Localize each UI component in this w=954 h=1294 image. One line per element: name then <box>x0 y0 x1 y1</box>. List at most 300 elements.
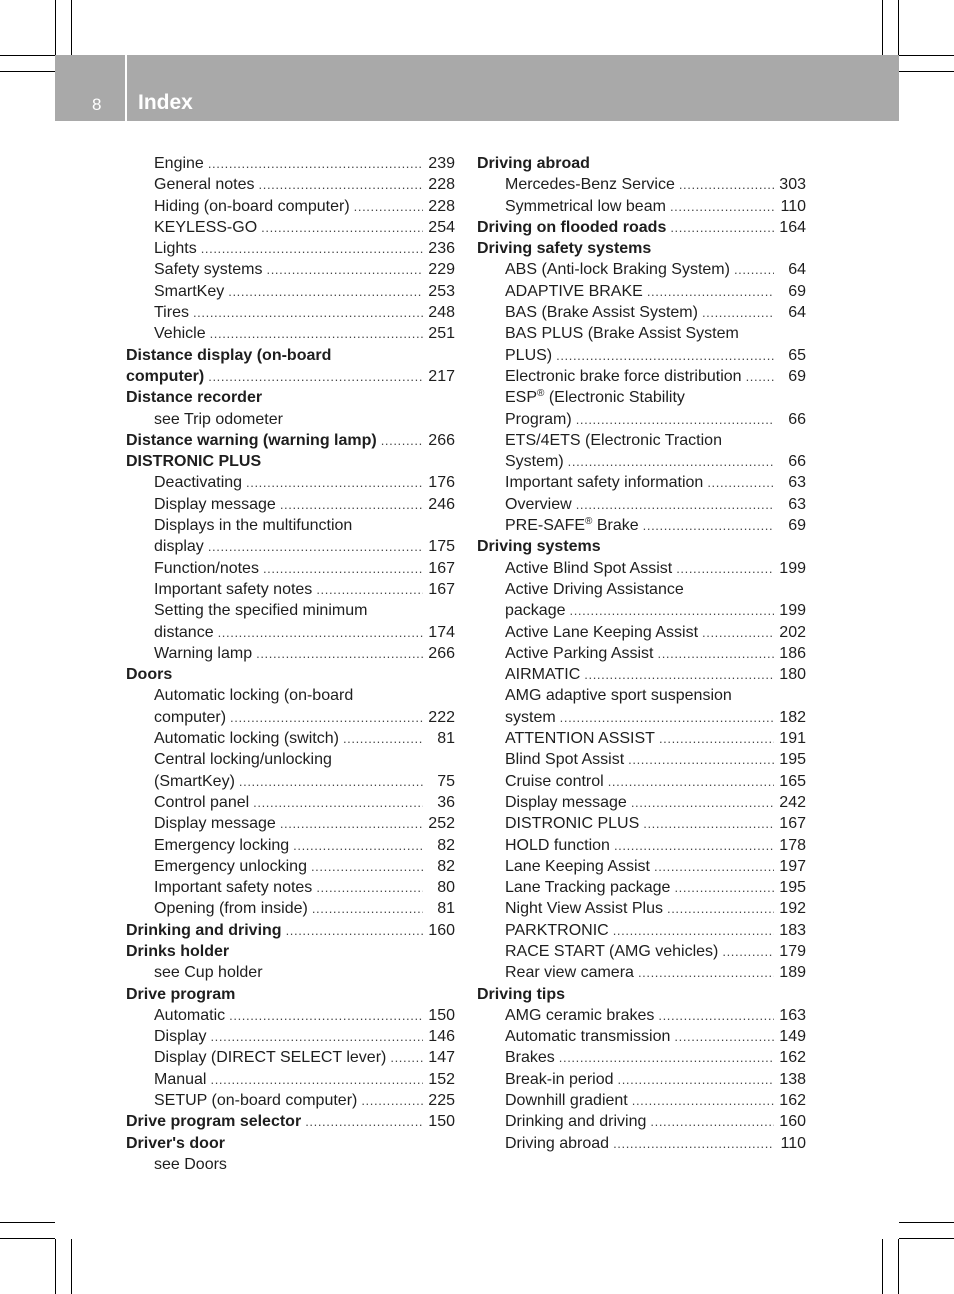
entry-label: Symmetrical low beam <box>505 197 666 215</box>
entry-page-number: 178 <box>779 836 806 854</box>
dot-leader <box>210 1069 423 1090</box>
index-heading <box>126 984 455 1005</box>
entry-label: DISTRONIC PLUS <box>505 815 640 833</box>
dot-leader <box>658 1005 774 1026</box>
entry-label: Vehicle <box>154 325 206 343</box>
index-entry <box>126 792 455 813</box>
index-entry <box>126 771 455 792</box>
index-entry <box>477 643 806 664</box>
page-title: Index <box>138 91 193 114</box>
index-entry <box>477 579 806 600</box>
dot-leader <box>667 898 774 919</box>
entry-label: RACE START (AMG vehicles) <box>505 942 719 960</box>
entry-label: Mercedes-Benz Service <box>505 176 675 194</box>
entry-page-number <box>352 515 380 536</box>
entry-page-number <box>263 962 291 983</box>
crop-mark <box>55 1239 56 1294</box>
index-heading <box>477 984 806 1005</box>
index-entry <box>477 856 806 877</box>
index-heading <box>126 387 455 408</box>
index-entry <box>126 877 455 898</box>
entry-page-number <box>262 387 290 408</box>
dot-leader <box>584 664 774 685</box>
index-entry <box>126 515 455 536</box>
index-entry <box>477 877 806 898</box>
dot-leader <box>246 472 423 493</box>
index-entry <box>126 707 455 728</box>
entry-page-number: 246 <box>428 495 455 513</box>
dot-leader <box>381 430 423 451</box>
index-entry <box>126 558 455 579</box>
entry-page-number: 189 <box>779 964 806 982</box>
index-entry <box>126 323 455 344</box>
entry-page-number <box>225 1133 253 1154</box>
entry-label: Opening (from inside) <box>154 900 308 918</box>
entry-page-number <box>565 984 593 1005</box>
dot-leader <box>193 302 423 323</box>
entry-page-number: 167 <box>428 559 455 577</box>
entry-label: Automatic locking (on-board <box>154 687 354 705</box>
index-entry <box>477 451 806 472</box>
index-entry <box>126 856 455 877</box>
entry-page-number: 81 <box>437 730 455 748</box>
index-heading <box>126 1133 455 1154</box>
entry-label: Rear view camera <box>505 964 634 982</box>
index-entry <box>477 1111 806 1132</box>
entry-label: see Cup holder <box>154 964 263 982</box>
dot-leader <box>218 622 423 643</box>
dot-leader <box>643 813 774 834</box>
crop-mark <box>0 55 55 56</box>
entry-label: KEYLESS-GO <box>154 218 258 236</box>
dot-leader <box>670 196 774 217</box>
index-entry <box>477 366 806 387</box>
dot-leader <box>316 579 423 600</box>
entry-label: ATTENTION ASSIST <box>505 730 655 748</box>
index-entry <box>477 771 806 792</box>
dot-leader <box>208 153 423 174</box>
index-entry <box>126 238 455 259</box>
index-heading <box>126 451 455 472</box>
index-entry <box>477 962 806 983</box>
entry-label: AIRMATIC <box>505 666 581 684</box>
entry-page-number: 253 <box>428 282 455 300</box>
entry-page-number: 303 <box>779 176 806 194</box>
entry-label: Deactivating <box>154 474 243 492</box>
index-entry <box>477 196 806 217</box>
crop-mark <box>899 55 954 56</box>
entry-page-number: 179 <box>779 942 806 960</box>
index-entry <box>126 472 455 493</box>
index-entry <box>477 515 806 536</box>
entry-page-number: 138 <box>779 1070 806 1088</box>
entry-label: Display <box>154 1028 207 1046</box>
dot-leader <box>343 728 423 749</box>
entry-page-number: 160 <box>779 1113 806 1131</box>
entry-page-number: 252 <box>428 815 455 833</box>
entry-page-number: 163 <box>779 1006 806 1024</box>
dot-leader <box>354 196 423 217</box>
dot-leader <box>259 174 423 195</box>
entry-page-number: 174 <box>428 623 455 641</box>
entry-page-number: 81 <box>437 900 455 918</box>
entry-label: Drinks holder <box>126 942 230 960</box>
dot-leader <box>280 813 423 834</box>
entry-page-number: 110 <box>780 197 806 215</box>
index-entry <box>477 409 806 430</box>
index-entry <box>477 792 806 813</box>
crop-mark <box>899 71 954 72</box>
entry-page-number: 217 <box>428 367 455 385</box>
entry-label: SETUP (on-board computer) <box>154 1092 358 1110</box>
entry-label: Drive program selector <box>126 1113 302 1131</box>
entry-page-number: 160 <box>428 921 455 939</box>
entry-label: Hiding (on-board computer) <box>154 197 350 215</box>
entry-page-number <box>172 664 200 685</box>
dot-leader <box>311 856 423 877</box>
entry-page-number: 266 <box>428 431 455 449</box>
entry-page-number: 162 <box>779 1049 806 1067</box>
index-entry <box>126 259 455 280</box>
index-entry <box>477 558 806 579</box>
entry-page-number <box>739 323 767 344</box>
entry-page-number: 182 <box>779 708 806 726</box>
index-entry <box>477 1090 806 1111</box>
entry-label: AMG ceramic brakes <box>505 1006 655 1024</box>
index-entry <box>477 281 806 302</box>
entry-page-number: 149 <box>779 1028 806 1046</box>
entry-label: Program) <box>505 410 572 428</box>
entry-label: ETS/4ETS (Electronic Traction <box>505 431 722 449</box>
entry-label: SmartKey <box>154 282 225 300</box>
entry-page-number: 150 <box>428 1006 455 1024</box>
index-entry <box>126 1026 455 1047</box>
index-entry <box>126 281 455 302</box>
dot-leader <box>280 494 423 515</box>
index-entry <box>477 1005 806 1026</box>
index-entry <box>477 600 806 621</box>
dot-leader <box>556 345 774 366</box>
index-heading <box>477 238 806 259</box>
entry-page-number: 75 <box>437 772 455 790</box>
entry-page-number: 222 <box>428 708 455 726</box>
entry-label: Active Lane Keeping Assist <box>505 623 699 641</box>
entry-label: Display message <box>154 495 276 513</box>
dot-leader <box>658 643 775 664</box>
dot-leader <box>631 792 774 813</box>
index-entry <box>477 430 806 451</box>
entry-label: Control panel <box>154 793 250 811</box>
entry-page-number <box>722 430 750 451</box>
entry-label: Driver's door <box>126 1134 225 1152</box>
entry-page-number: 228 <box>428 176 455 194</box>
index-entry <box>126 835 455 856</box>
dot-leader <box>638 962 774 983</box>
entry-page-number: 199 <box>779 559 806 577</box>
entry-label: Night View Assist Plus <box>505 900 663 918</box>
crop-mark <box>0 1222 55 1223</box>
entry-label: Drinking and driving <box>505 1113 647 1131</box>
entry-page-number: 248 <box>428 304 455 322</box>
crop-mark <box>71 1239 72 1294</box>
index-entry <box>126 898 455 919</box>
entry-label: Active Parking Assist <box>505 644 654 662</box>
dot-leader <box>286 920 423 941</box>
index-entry <box>477 920 806 941</box>
entry-page-number: 82 <box>437 857 455 875</box>
dot-leader <box>316 877 423 898</box>
entry-label: see Trip odometer <box>154 410 283 428</box>
entry-page-number: 69 <box>788 282 806 300</box>
entry-label: Function/notes <box>154 559 259 577</box>
entry-label: PARKTRONIC <box>505 921 609 939</box>
entry-page-number: 165 <box>779 772 806 790</box>
index-entry <box>477 835 806 856</box>
entry-label: Active Driving Assistance <box>505 580 684 598</box>
entry-label: Distance display (on-board <box>126 346 332 364</box>
dot-leader <box>560 707 774 728</box>
index-entry <box>126 728 455 749</box>
index-entry <box>126 196 455 217</box>
entry-page-number <box>601 536 629 557</box>
registered-mark: ® <box>537 388 545 400</box>
entry-label: Important safety notes <box>154 879 313 897</box>
dot-leader <box>702 622 774 643</box>
dot-leader <box>253 792 423 813</box>
entry-page-number: 146 <box>428 1028 455 1046</box>
entry-page-number <box>331 345 359 366</box>
entry-label: Driving on flooded roads <box>477 218 667 236</box>
entry-label: computer) <box>126 367 205 385</box>
dot-leader <box>722 941 774 962</box>
dot-leader <box>263 558 423 579</box>
entry-label: Doors <box>126 666 173 684</box>
index-entry <box>126 1154 455 1175</box>
index-entry <box>477 728 806 749</box>
entry-label: ESP® (Electronic Stability <box>505 388 685 407</box>
dot-leader <box>210 323 423 344</box>
entry-page-number: 150 <box>428 1113 455 1131</box>
index-entry <box>477 749 806 770</box>
crop-mark <box>0 71 55 72</box>
entry-label: Displays in the multifunction <box>154 517 353 535</box>
index-entry <box>126 962 455 983</box>
index-heading <box>126 366 455 387</box>
dot-leader <box>632 1090 774 1111</box>
entry-label: DISTRONIC PLUS <box>126 453 262 471</box>
crop-mark <box>882 0 883 55</box>
dot-leader <box>201 238 423 259</box>
crop-mark <box>898 0 899 55</box>
dot-leader <box>559 1047 774 1068</box>
entry-page-number: 176 <box>428 474 455 492</box>
entry-page-number: 251 <box>428 325 455 343</box>
index-entry <box>477 1026 806 1047</box>
entry-label: package <box>505 602 566 620</box>
index-column-right <box>477 153 806 1154</box>
index-entry <box>477 1047 806 1068</box>
index-entry <box>477 898 806 919</box>
index-entry <box>126 643 455 664</box>
entry-label: Break-in period <box>505 1070 614 1088</box>
entry-label: BAS PLUS (Brake Assist System <box>505 325 739 343</box>
entry-page-number <box>367 600 395 621</box>
entry-label: ABS (Anti-lock Braking System) <box>505 261 730 279</box>
dot-leader <box>670 217 774 238</box>
entry-page-number: 228 <box>428 197 455 215</box>
index-entry <box>477 622 806 643</box>
crop-mark <box>0 1238 55 1239</box>
entry-label: Important safety notes <box>154 580 313 598</box>
page-number: 8 <box>92 95 102 114</box>
dot-leader <box>229 1005 423 1026</box>
entry-page-number: 254 <box>428 218 455 236</box>
index-entry <box>126 1005 455 1026</box>
entry-page-number: 167 <box>428 580 455 598</box>
index-entry <box>477 664 806 685</box>
dot-leader <box>659 728 774 749</box>
entry-page-number <box>732 685 760 706</box>
dot-leader <box>613 920 774 941</box>
entry-label: Automatic <box>154 1006 226 1024</box>
entry-page-number: 202 <box>779 623 806 641</box>
entry-label: Automatic locking (switch) <box>154 730 339 748</box>
crop-mark <box>71 0 72 55</box>
entry-page-number: 197 <box>779 857 806 875</box>
entry-page-number: 167 <box>779 815 806 833</box>
entry-label: Lights <box>154 240 197 258</box>
entry-page-number: 195 <box>779 751 806 769</box>
index-entry <box>477 472 806 493</box>
entry-page-number: 236 <box>428 240 455 258</box>
dot-leader <box>256 643 423 664</box>
dot-leader <box>210 1026 423 1047</box>
crop-mark <box>899 1238 954 1239</box>
dot-leader <box>390 1047 423 1068</box>
header-divider <box>125 55 127 121</box>
entry-label: Overview <box>505 495 572 513</box>
entry-label: Central locking/unlocking <box>154 751 332 769</box>
entry-page-number <box>651 238 679 259</box>
entry-label: AMG adaptive sport suspension <box>505 687 732 705</box>
index-entry <box>126 1090 455 1111</box>
entry-label: (SmartKey) <box>154 772 235 790</box>
dot-leader <box>614 835 774 856</box>
index-entry <box>126 600 455 621</box>
index-entry <box>477 345 806 366</box>
entry-page-number: 183 <box>779 921 806 939</box>
dot-leader <box>239 771 423 792</box>
index-entry <box>126 1069 455 1090</box>
index-heading <box>477 153 806 174</box>
crop-mark <box>882 1239 883 1294</box>
entry-label: Engine <box>154 155 204 172</box>
dot-leader <box>312 898 423 919</box>
dot-leader <box>674 877 774 898</box>
dot-leader <box>228 281 423 302</box>
dot-leader <box>628 749 774 770</box>
index-entry <box>126 409 455 430</box>
index-entry <box>477 174 806 195</box>
index-entry <box>126 217 455 238</box>
entry-page-number <box>685 387 713 408</box>
entry-page-number <box>283 409 311 430</box>
dot-leader <box>305 1111 423 1132</box>
entry-label: General notes <box>154 176 255 194</box>
index-heading <box>477 536 806 557</box>
dot-leader <box>707 472 774 493</box>
entry-page-number <box>261 451 289 472</box>
entry-label: Display message <box>505 793 627 811</box>
entry-label: see Doors <box>154 1155 227 1173</box>
dot-leader <box>650 1111 774 1132</box>
crop-mark <box>899 1222 954 1223</box>
entry-page-number: 63 <box>788 495 806 513</box>
entry-label: Emergency locking <box>154 836 290 854</box>
dot-leader <box>208 366 423 387</box>
crop-mark <box>898 1239 899 1294</box>
dot-leader <box>654 856 774 877</box>
entry-page-number: 242 <box>779 793 806 811</box>
entry-page-number: 199 <box>779 602 806 620</box>
index-entry <box>477 813 806 834</box>
entry-page-number: 65 <box>788 346 806 364</box>
index-heading <box>126 941 455 962</box>
entry-label: Electronic brake force distribution <box>505 367 742 385</box>
index-heading <box>477 217 806 238</box>
index-heading <box>126 430 455 451</box>
index-column-left <box>126 153 455 1175</box>
entry-page-number: 64 <box>788 261 806 279</box>
entry-page-number: 82 <box>437 836 455 854</box>
index-entry <box>126 685 455 706</box>
entry-page-number: 80 <box>437 879 455 897</box>
index-entry <box>126 153 455 174</box>
dot-leader <box>679 174 774 195</box>
dot-leader <box>734 259 774 280</box>
entry-page-number: 36 <box>437 793 455 811</box>
page-header <box>55 55 899 121</box>
dot-leader <box>647 281 774 302</box>
entry-label: PRE-SAFE® Brake <box>505 516 639 535</box>
dot-leader <box>576 494 774 515</box>
index-entry <box>477 387 806 408</box>
entry-label: Blind Spot Assist <box>505 751 625 769</box>
entry-page-number: 63 <box>788 474 806 492</box>
dot-leader <box>266 259 423 280</box>
dot-leader <box>576 409 774 430</box>
entry-label: Setting the specified minimum <box>154 602 368 620</box>
dot-leader <box>261 217 423 238</box>
index-entry <box>126 749 455 770</box>
index-heading <box>126 1111 455 1132</box>
entry-page-number: 162 <box>779 1092 806 1110</box>
entry-page-number: 266 <box>428 644 455 662</box>
entry-label: Safety systems <box>154 261 263 279</box>
entry-page-number: 180 <box>779 666 806 684</box>
entry-label: ADAPTIVE BRAKE <box>505 282 643 300</box>
index-entry <box>126 174 455 195</box>
entry-label: BAS (Brake Assist System) <box>505 304 698 322</box>
entry-label: system <box>505 708 556 726</box>
entry-page-number <box>227 1154 255 1175</box>
entry-label: Distance warning (warning lamp) <box>126 431 377 449</box>
index-entry <box>126 579 455 600</box>
index-entry <box>126 813 455 834</box>
dot-leader <box>643 515 774 536</box>
entry-label: Lane Keeping Assist <box>505 857 650 875</box>
entry-page-number <box>684 579 712 600</box>
